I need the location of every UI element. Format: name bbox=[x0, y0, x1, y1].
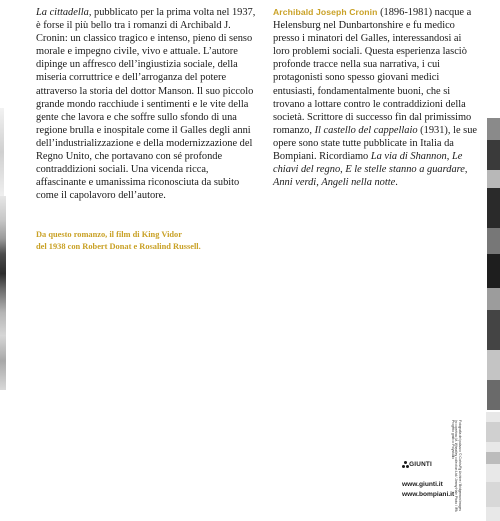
credit-line-2: In copertina: M. Wheatley collection Ltd / Jimmy Hale Photo / IPA bbox=[454, 420, 459, 512]
book-title: La cittadella, bbox=[36, 7, 92, 18]
left-edge-photo bbox=[0, 196, 6, 390]
credit-line-3: Progetto grafico: Polystudio bbox=[450, 420, 455, 459]
film-caption bbox=[36, 229, 246, 252]
website-giunti: www.giunti.it bbox=[402, 481, 443, 488]
work-title-1: Il castello del cappellaio bbox=[314, 124, 418, 136]
bio-text-1: (1896-1981) nacque a Helensburg nel Dunbartonshire e fu medico presso i minatori del Galles, interessandosi ai loro problemi sociali. Questa esperienza lasciò profonde tracce nella sua narrativa, i cui protagonisti sono spesso giovani medici entusiasti, fondamentalmente buoni, che si trovano a lottare contro le contraddizioni della società. Scrittore di successo fin dal primissimo romanzo, bbox=[273, 7, 472, 136]
work-title-5: Anni verdi bbox=[273, 177, 317, 189]
photo-credits bbox=[450, 420, 462, 512]
film-caption-line-1: Da questo romanzo, il film di King Vidor bbox=[36, 230, 182, 239]
work-title-3: Le chiavi del regno bbox=[273, 151, 463, 176]
author-bio-column bbox=[273, 6, 479, 189]
website-bompiani: www.bompiani.it bbox=[402, 491, 455, 498]
bio-text-4: , bbox=[340, 164, 346, 176]
work-title-6: Angeli nella notte bbox=[321, 177, 396, 189]
bio-text-5: , bbox=[464, 164, 468, 176]
bio-text-2: (1931), le sue opere sono state tutte pubblicate in Italia da Bompiani. Ricordiamo bbox=[273, 124, 478, 163]
synopsis-paragraph bbox=[36, 6, 256, 202]
synopsis-text: pubblicato per la prima volta nel 1937, è forse il più bello tra i romanzi di Archibald J. Cronin: un classico tragico e intenso, pieno di senso morale e impegno civile, vivo e attuale. L’autore dipinge un affresco dell’ingiustizia sociale, della miseria corruttrice e dell’arroganza del potere attraverso la storia del dottor Manson. Il suo piccolo grande mondo racchiude i sentimenti e le vite della gente che lavora e che soffre sullo sfondo di una regione brulla e inospitale come il Galles degli anni dell’industrializzazione e della modernizzazione del Regno Unito, che portavano con sé profonde contraddizioni sociali. Una vicenda ricca, affascinante e umanissima riconosciuta da subito come il capolavoro dell’autore. bbox=[36, 7, 256, 202]
giunti-logo-text: GIUNTI bbox=[409, 460, 432, 468]
author-name: Archibald Joseph Cronin bbox=[273, 7, 378, 17]
work-title-4: E le stelle stanno a guardare bbox=[345, 164, 465, 176]
synopsis-column bbox=[36, 6, 256, 202]
bio-text-7: . bbox=[395, 177, 398, 189]
work-title-2: La via di Shannon bbox=[370, 151, 447, 163]
credit-line-1: Fotografia del palazzo: © Corbis/Fg Archive / Bridgeman Images bbox=[458, 420, 462, 511]
bio-text-6: , bbox=[316, 177, 322, 189]
author-bio-paragraph bbox=[273, 6, 479, 189]
left-edge-photo-top bbox=[0, 108, 4, 196]
right-edge-photo-strip bbox=[487, 118, 500, 410]
right-edge-photo-lower bbox=[486, 412, 500, 521]
giunti-logo bbox=[402, 458, 432, 470]
bio-text-3: , bbox=[446, 151, 452, 163]
film-caption-line-2: del 1938 con Robert Donat e Rosalind Russell. bbox=[36, 241, 201, 251]
giunti-logo-mark-icon bbox=[402, 461, 407, 468]
